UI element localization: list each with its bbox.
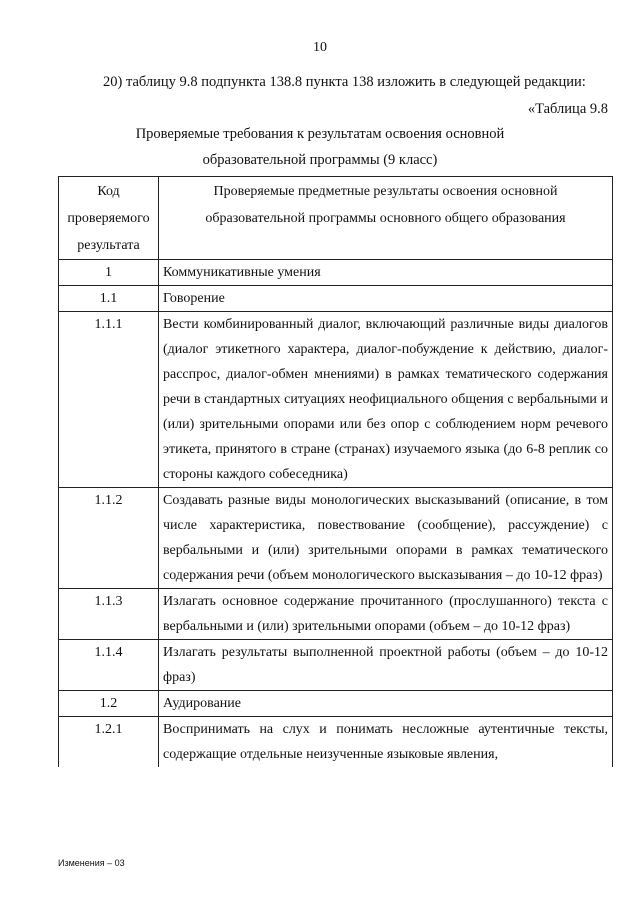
row-text: Излагать результаты выполненной проектной работы (объем – до 10-12 фраз) bbox=[159, 640, 613, 691]
table-header-row bbox=[59, 177, 613, 260]
row-code: 1.1.2 bbox=[59, 488, 159, 589]
table-row bbox=[59, 640, 613, 691]
header-code: Код проверяемого результата bbox=[59, 177, 159, 260]
row-code: 1.1.3 bbox=[59, 589, 159, 640]
table-label: «Таблица 9.8 bbox=[527, 101, 608, 117]
row-text: Воспринимать на слух и понимать несложные аутентичные тексты, содержащие отдельные неизученные языковые явления, bbox=[159, 717, 613, 768]
table-row bbox=[59, 717, 613, 768]
row-text: Говорение bbox=[159, 286, 613, 312]
footer-note: Изменения – 03 bbox=[58, 858, 125, 868]
row-code: 1.1.1 bbox=[59, 312, 159, 488]
requirements-table bbox=[58, 176, 613, 767]
row-code: 1.2 bbox=[59, 691, 159, 717]
row-text: Создавать разные виды монологических высказываний (описание, в том числе характеристика, повествование (сообщение), рассуждение) с вербальными и (или) зрительными опорами в рамках тематического содержания речи (объем монологического высказывания – до 10-12 фраз) bbox=[159, 488, 613, 589]
table-row bbox=[59, 312, 613, 488]
row-text: Коммуникативные умения bbox=[159, 260, 613, 286]
row-code: 1.1.4 bbox=[59, 640, 159, 691]
page-number: 10 bbox=[313, 40, 327, 55]
table-heading-line-2: образовательной программы (9 класс) bbox=[202, 152, 438, 168]
table-row bbox=[59, 691, 613, 717]
table-row bbox=[59, 286, 613, 312]
row-text: Вести комбинированный диалог, включающий различные виды диалогов (диалог этикетного характера, диалог-побуждение к действию, диалог-расспрос, диалог-обмен мнениями) в рамках тематического содержания речи в стандартных ситуациях неофициального общения с вербальными и (или) зрительными опорами или без опор с соблюдением норм речевого этикета, принятого в стране (странах) изучаемого языка (до 6-8 реплик со стороны каждого собеседника) bbox=[159, 312, 613, 488]
row-code: 1.1 bbox=[59, 286, 159, 312]
table-heading-line-1: Проверяемые требования к результатам освоения основной bbox=[135, 126, 505, 142]
intro-paragraph: 20) таблицу 9.8 подпункта 138.8 пункта 138 изложить в следующей редакции: bbox=[103, 74, 586, 90]
row-code: 1 bbox=[59, 260, 159, 286]
row-code: 1.2.1 bbox=[59, 717, 159, 768]
row-text: Аудирование bbox=[159, 691, 613, 717]
header-result: Проверяемые предметные результаты освоения основной образовательной программы основного общего образования bbox=[159, 177, 613, 260]
table-row bbox=[59, 260, 613, 286]
row-text: Излагать основное содержание прочитанного (прослушанного) текста с вербальными и (или) зрительными опорами (объем – до 10-12 фраз) bbox=[159, 589, 613, 640]
table-row bbox=[59, 589, 613, 640]
table-row bbox=[59, 488, 613, 589]
